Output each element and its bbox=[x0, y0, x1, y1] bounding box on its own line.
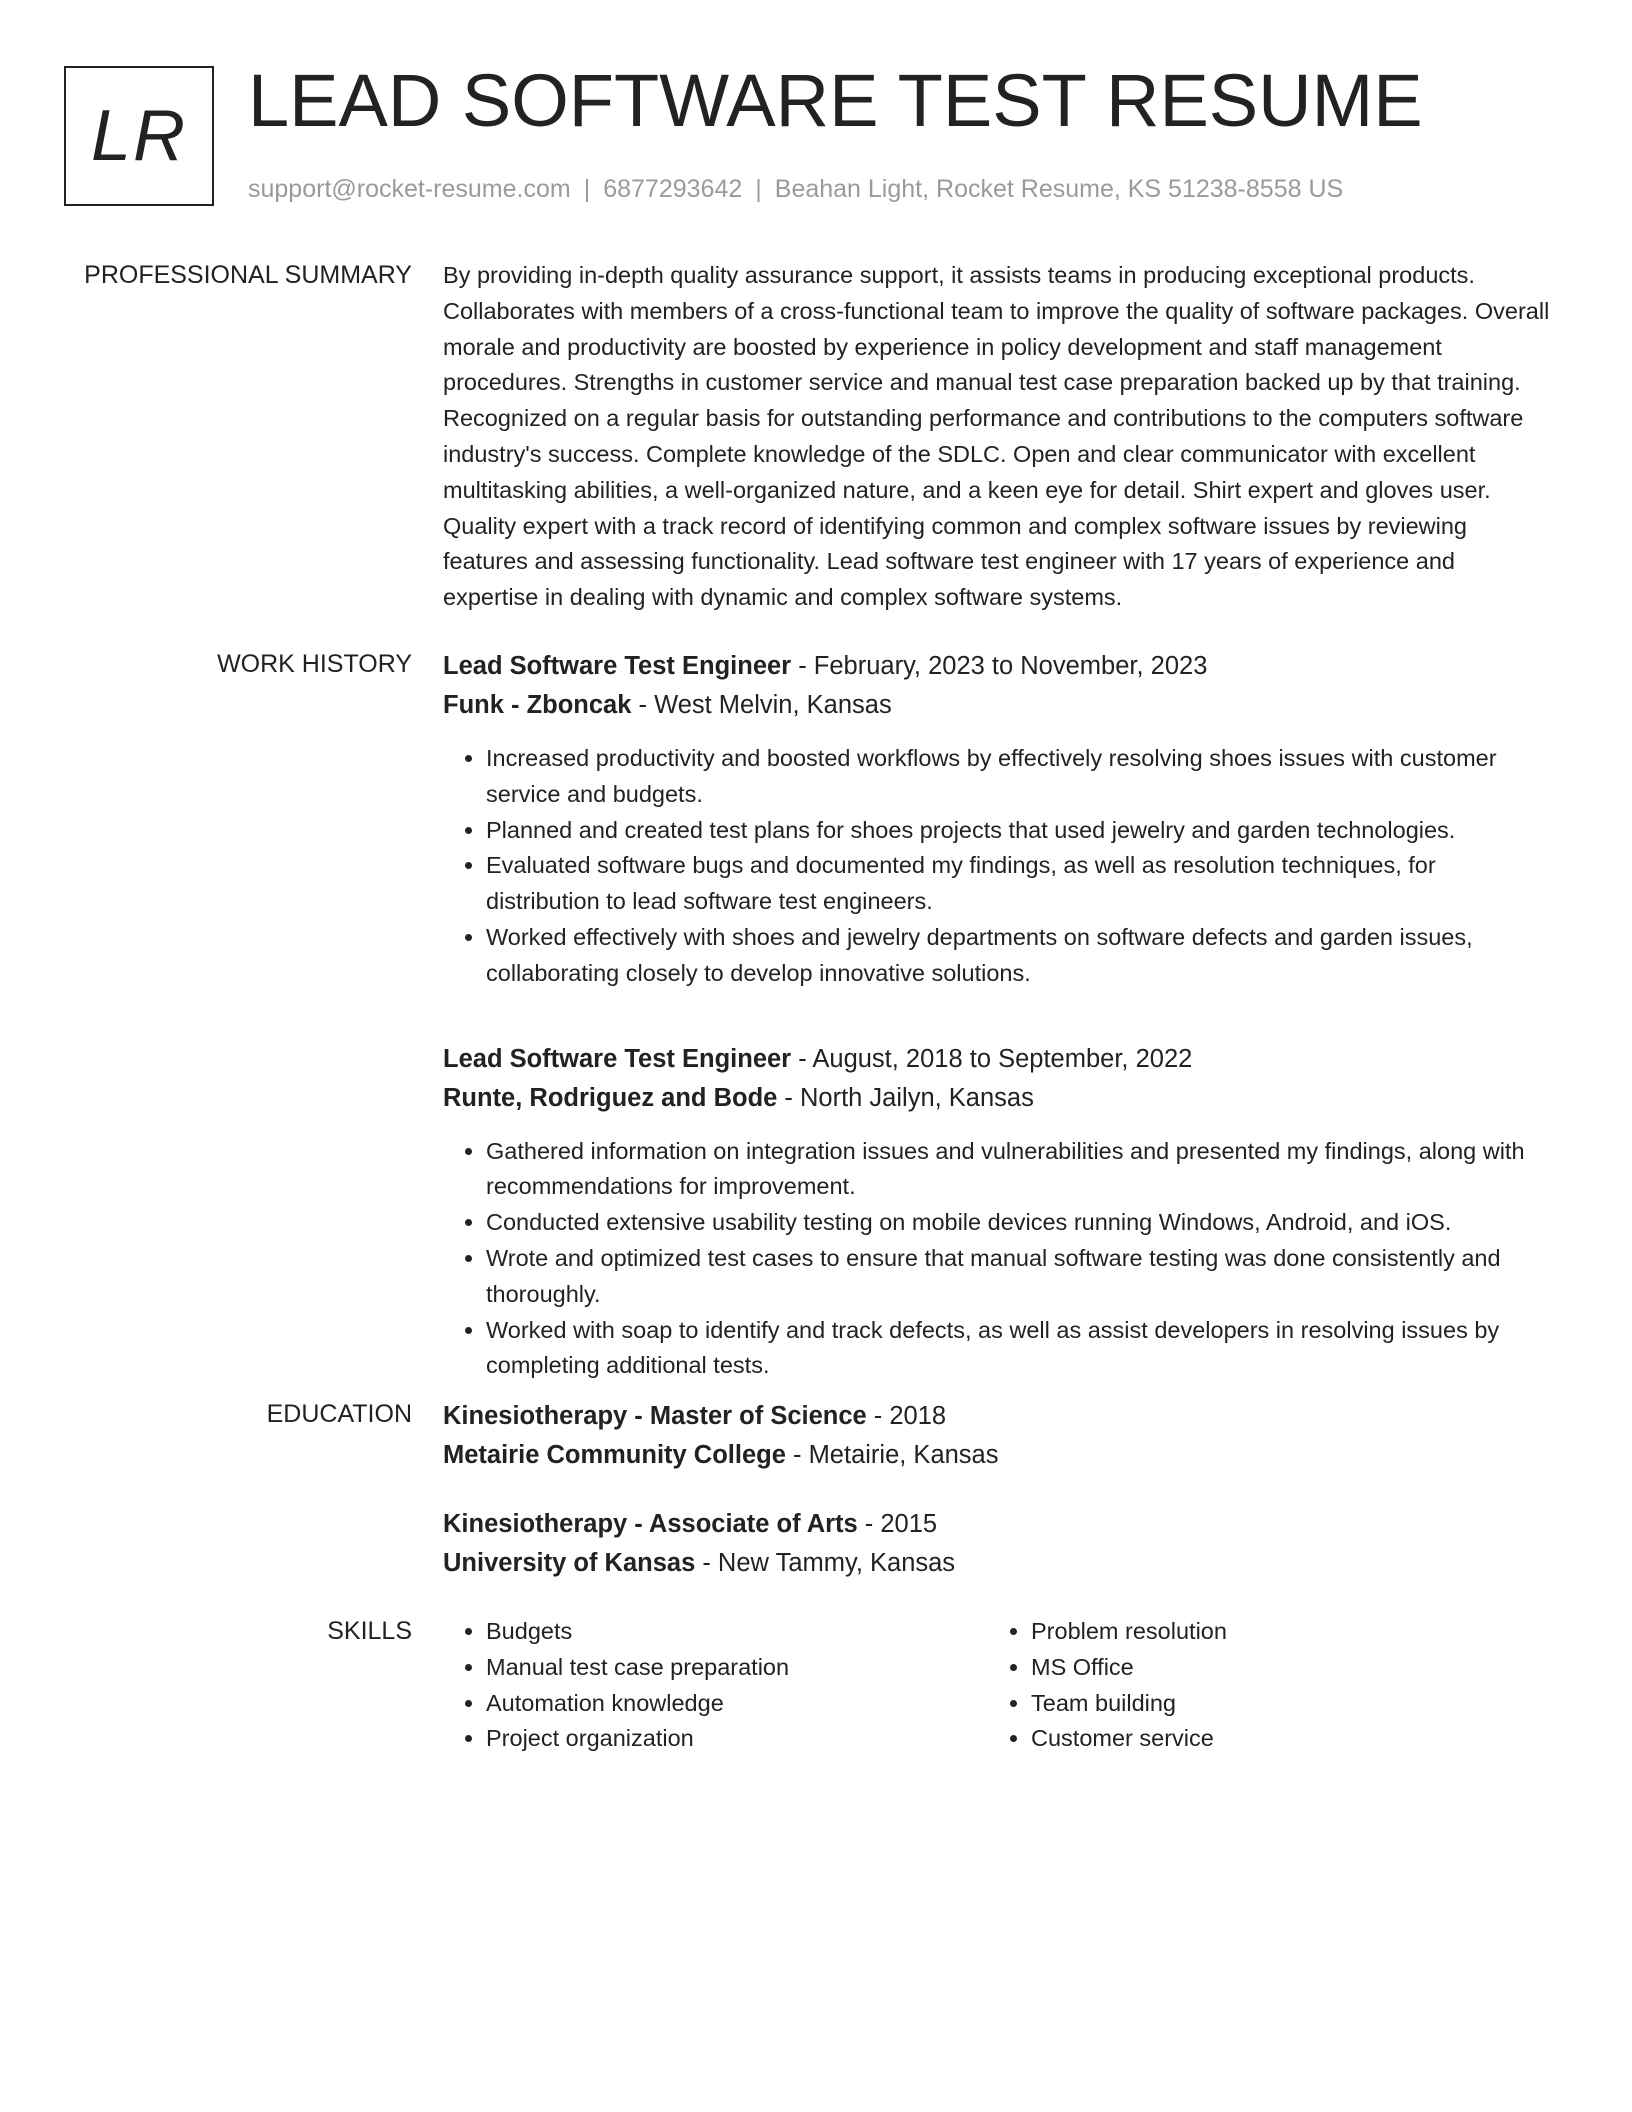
contact-phone: 6877293642 bbox=[603, 175, 743, 203]
skill-item: • MS Office bbox=[1031, 1650, 1533, 1686]
job-bullet: • Gathered information on integration issues and vulnerabilities and presented my findings, along with recommendations for improvement. bbox=[486, 1134, 1553, 1206]
job-bullet: • Conducted extensive usability testing on mobile devices running Windows, Android, and iOS. bbox=[486, 1205, 1553, 1241]
job-bullets bbox=[443, 1134, 1553, 1385]
job-company-line bbox=[443, 686, 1553, 725]
school: University of Kansas bbox=[443, 1549, 696, 1577]
skill-item: • Manual test case preparation bbox=[486, 1650, 988, 1686]
skills-list-left bbox=[443, 1614, 988, 1757]
job-bullet: • Evaluated software bugs and documented my findings, as well as resolution techniques, for distribution to lead software test engineers. bbox=[486, 848, 1553, 920]
skills-body bbox=[443, 1614, 1553, 1757]
section-label-work-history: WORK HISTORY bbox=[217, 650, 412, 678]
degree: Kinesiotherapy - Associate of Arts bbox=[443, 1510, 858, 1538]
resume-title: LEAD SOFTWARE TEST RESUME bbox=[248, 59, 1423, 142]
degree: Kinesiotherapy - Master of Science bbox=[443, 1402, 867, 1430]
job-bullet: • Increased productivity and boosted workflows by effectively resolving shoes issues with customer service and budgets. bbox=[486, 741, 1553, 813]
school-location: - New Tammy, Kansas bbox=[695, 1549, 956, 1577]
section-label-skills: SKILLS bbox=[327, 1617, 412, 1645]
section-label-education: EDUCATION bbox=[266, 1400, 412, 1428]
monogram-logo bbox=[64, 66, 214, 206]
skill-item: • Budgets bbox=[486, 1614, 988, 1650]
job-location: - North Jailyn, Kansas bbox=[777, 1083, 1034, 1112]
job-company: Runte, Rodriguez and Bode bbox=[443, 1083, 778, 1112]
skill-item: • Customer service bbox=[1031, 1721, 1533, 1757]
school-line bbox=[443, 1436, 1553, 1475]
job-entry bbox=[443, 647, 1553, 992]
summary-text: By providing in-depth quality assurance support, it assists teams in producing exceptional products. Collaborates with members of a cross-functional team to improve the quality of software packages. Overall morale and productivity are boosted by experience in policy development and staff management procedures. Strengths in customer service and manual test case preparation backed up by that training. Recognized on a regular basis for outstanding performance and contributions to the computers software industry's success. Complete knowledge of the SDLC. Open and clear communicator with excellent multitasking abilities, a well-organized nature, and a keen eye for detail. Shirt expert and gloves user. Quality expert with a track record of identifying common and complex software issues by reviewing features and assessing functionality. Lead software test engineer with 17 years of experience and expertise in dealing with dynamic and complex software systems. bbox=[443, 262, 1550, 611]
summary-body bbox=[443, 258, 1553, 616]
degree-year: - 2015 bbox=[857, 1510, 938, 1538]
section-label-summary: PROFESSIONAL SUMMARY bbox=[84, 261, 412, 289]
contact-line bbox=[248, 172, 1343, 206]
contact-separator: | bbox=[755, 175, 762, 203]
job-bullet: • Wrote and optimized test cases to ensure that manual software testing was done consistently and thoroughly. bbox=[486, 1241, 1553, 1313]
skills-columns bbox=[443, 1614, 1553, 1757]
school-line bbox=[443, 1544, 1553, 1583]
degree-line bbox=[443, 1505, 1553, 1544]
job-company: Funk - Zboncak bbox=[443, 691, 632, 719]
job-entry bbox=[443, 1040, 1553, 1385]
job-title-line bbox=[443, 1040, 1553, 1079]
degree-line bbox=[443, 1397, 1553, 1436]
job-dates: - August, 2018 to September, 2022 bbox=[791, 1044, 1193, 1073]
education-body bbox=[443, 1397, 1553, 1583]
skill-item: • Project organization bbox=[486, 1721, 988, 1757]
contact-separator: | bbox=[583, 175, 591, 203]
skill-item: • Automation knowledge bbox=[486, 1686, 988, 1722]
job-bullet: • Worked with soap to identify and track defects, as well as assist developers in resolving issues by completing additional tests. bbox=[486, 1313, 1553, 1385]
school-location: - Metairie, Kansas bbox=[785, 1441, 999, 1469]
contact-address: Beahan Light, Rocket Resume, KS 51238-8558 US bbox=[774, 175, 1344, 203]
education-entry bbox=[443, 1397, 1553, 1475]
skill-item: • Problem resolution bbox=[1031, 1614, 1533, 1650]
job-location: - West Melvin, Kansas bbox=[631, 691, 892, 719]
monogram-text: LR bbox=[90, 96, 188, 176]
contact-email: support@rocket-resume.com bbox=[248, 175, 571, 203]
job-bullets bbox=[443, 741, 1553, 992]
skill-item: • Team building bbox=[1031, 1686, 1533, 1722]
school: Metairie Community College bbox=[443, 1441, 786, 1469]
job-bullet: • Planned and created test plans for shoes projects that used jewelry and garden technologies. bbox=[486, 813, 1553, 849]
work-history-body bbox=[443, 647, 1553, 1384]
skills-list-right bbox=[988, 1614, 1533, 1757]
job-company-line bbox=[443, 1079, 1553, 1118]
degree-year: - 2018 bbox=[866, 1402, 947, 1430]
job-title: Lead Software Test Engineer bbox=[443, 1044, 792, 1073]
education-entry bbox=[443, 1505, 1553, 1583]
job-title: Lead Software Test Engineer bbox=[443, 652, 792, 680]
job-bullet: • Worked effectively with shoes and jewelry departments on software defects and garden issues, collaborating closely to develop innovative solutions. bbox=[486, 920, 1553, 992]
job-dates: - February, 2023 to November, 2023 bbox=[791, 652, 1208, 680]
job-title-line bbox=[443, 647, 1553, 686]
